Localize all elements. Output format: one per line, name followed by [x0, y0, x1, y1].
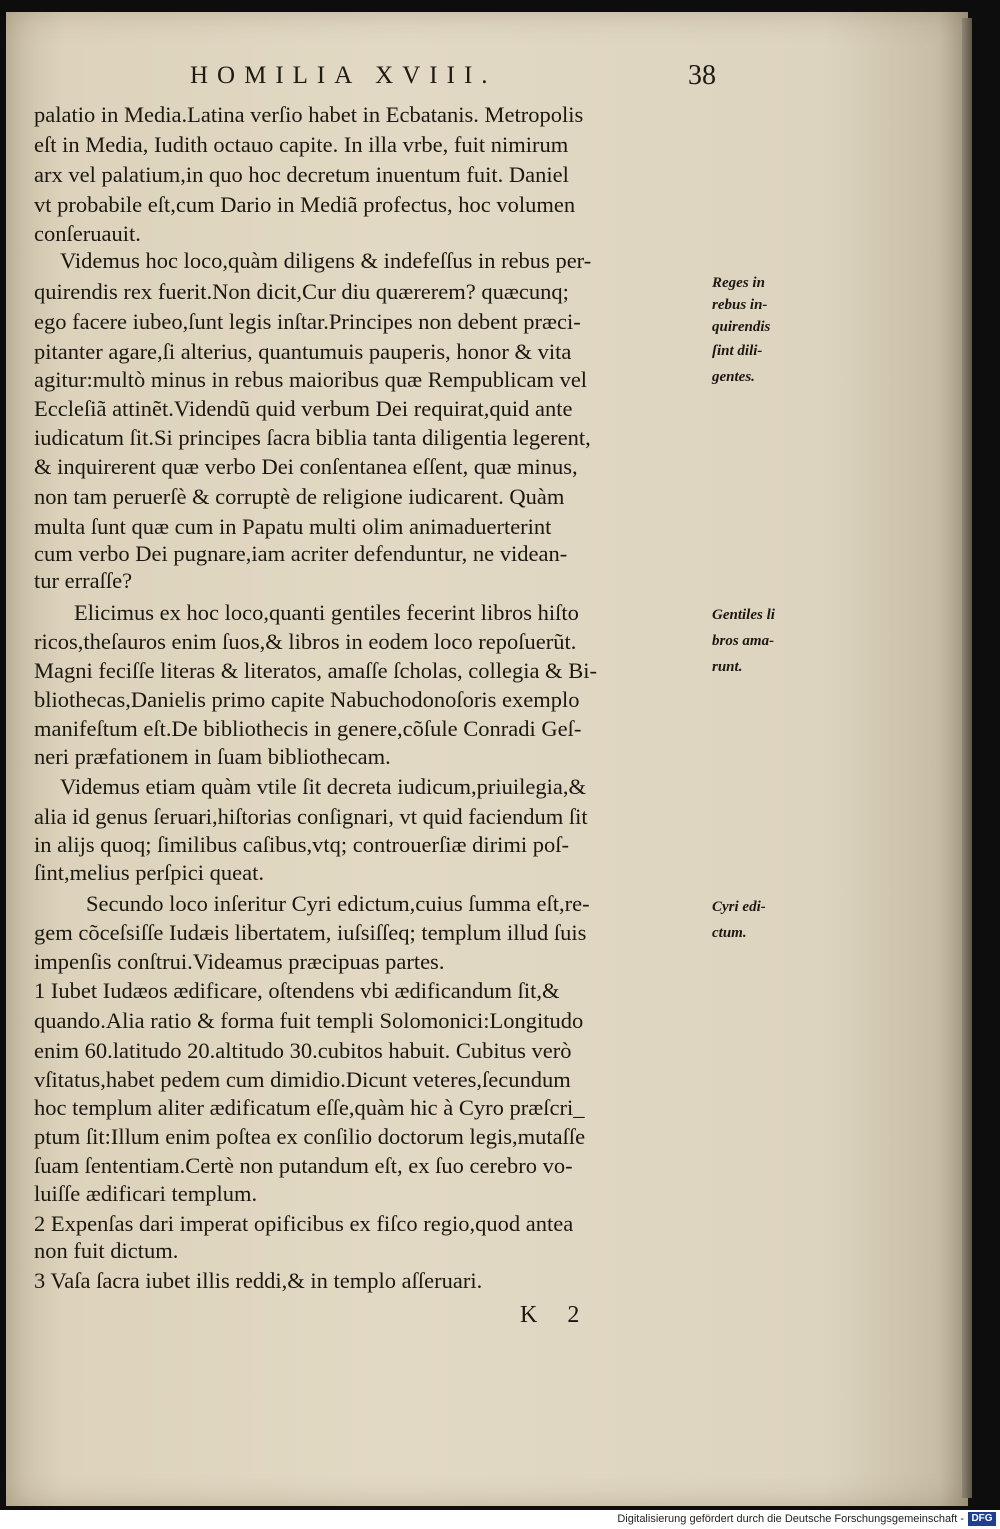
text-line: tur erraſſe?: [34, 568, 133, 593]
marginal-note: gentes.: [712, 369, 755, 385]
catchword: K 2: [520, 1302, 592, 1328]
text-line: ſint,melius perſpici queat.: [34, 860, 264, 885]
text-line: Elicimus ex hoc loco,quanti gentiles fecerint libros hiſto: [74, 600, 579, 625]
folio-number: 38: [688, 60, 716, 91]
marginal-note: quirendis: [712, 319, 771, 335]
text-line: bliothecas,Danielis primo capite Nabuchodonoſoris exemplo: [34, 687, 580, 712]
marginal-note: Gentiles li: [712, 607, 775, 623]
digitization-footer: [0, 1510, 1000, 1529]
running-head: HOMILIA XVIII.: [190, 62, 497, 89]
text-line: 2 Expenſas dari imperat opificibus ex fiſco regio,quod antea: [34, 1211, 574, 1236]
text-line: non fuit dictum.: [34, 1238, 179, 1263]
text-line: enim 60.latitudo 20.altitudo 30.cubitos habuit. Cubitus verò: [34, 1038, 572, 1063]
text-line: iudicatum ſit.Si principes ſacra biblia tanta diligentia legerent,: [34, 425, 591, 450]
text-line: non tam peruerſè & corruptè de religione iudicarent. Quàm: [34, 484, 565, 509]
text-line: ſuam ſententiam.Certè non putandum eſt, ex ſuo cerebro vo-: [34, 1153, 573, 1178]
text-line: gem cõceſsiſſe Iudæis libertatem, iuſsiſſeq; templum illud ſuis: [34, 920, 587, 945]
marginal-note: Reges in: [712, 275, 765, 291]
text-line: vt probabile eſt,cum Dario in Mediã profectus, hoc volumen: [34, 192, 576, 217]
text-line: 1 Iubet Iudæos ædificare, oſtendens vbi ædificandum ſit,&: [34, 978, 560, 1003]
text-line: eſt in Media, Iudith octauo capite. In illa vrbe, fuit nimirum: [34, 132, 569, 157]
marginal-note: ſint dili-: [712, 343, 763, 359]
text-line: luiſſe ædificari templum.: [34, 1181, 258, 1206]
text-line: quando.Alia ratio & forma fuit templi Solomonici:Longitudo: [34, 1008, 584, 1033]
text-line: & inquirerent quæ verbo Dei conſentanea eſſent, quæ minus,: [34, 454, 578, 479]
text-line: arx vel palatium,in quo hoc decretum inuentum fuit. Daniel: [34, 162, 569, 187]
text-line: alia id genus ſeruari,hiſtorias conſignari, vt quid faciendum ſit: [34, 804, 588, 829]
text-line: vſitatus,habet pedem cum dimidio.Dicunt veteres,ſecundum: [34, 1067, 571, 1092]
text-line: palatio in Media.Latina verſio habet in Ecbatanis. Metropolis: [34, 102, 584, 127]
text-line: 3 Vaſa ſacra iubet illis reddi,& in templo aſſeruari.: [34, 1268, 483, 1293]
text-line: Videmus hoc loco,quàm diligens & indefeſſus in rebus per-: [60, 248, 592, 273]
marginal-note: bros ama-: [712, 633, 775, 649]
dfg-logo-icon: DFG: [968, 1512, 996, 1526]
text-line: multa ſunt quæ cum in Papatu multi olim animaduerterint: [34, 514, 552, 539]
text-line: impenſis conſtrui.Videamus præcipuas partes.: [34, 949, 445, 974]
marginal-note: runt.: [712, 659, 743, 675]
text-line: cum verbo Dei pugnare,iam acriter defenduntur, ne videan-: [34, 541, 568, 566]
text-line: pitanter agare,ſi alterius, quantumuis pauperis, honor & vita: [34, 339, 572, 364]
marginal-note: rebus in-: [712, 297, 768, 313]
funding-credit: Digitalisierung gefördert durch die Deutsche Forschungsgemeinschaft -: [617, 1513, 964, 1525]
text-line: Secundo loco inſeritur Cyri edictum,cuius ſumma eſt,re-: [86, 891, 590, 916]
text-line: Videmus etiam quàm vtile ſit decreta iudicum,priuilegia,&: [60, 774, 587, 799]
marginal-note: Cyri edi-: [712, 899, 766, 915]
text-line: ptum ſit:Illum enim poſtea ex conſilio doctorum legis,mutaſſe: [34, 1124, 586, 1149]
text-line: ricos,theſauros enim ſuos,& libros in eodem loco repoſuerũt.: [34, 629, 577, 654]
text-line: manifeſtum eſt.De bibliothecis in genere,cõſule Conradi Geſ-: [34, 716, 582, 741]
text-line: quirendis rex fuerit.Non dicit,Cur diu quærerem? quæcunq;: [34, 279, 569, 304]
text-line: agitur:multò minus in rebus maioribus quæ Rempublicam vel: [34, 367, 588, 392]
text-line: neri præfationem in ſuam bibliothecam.: [34, 744, 391, 769]
page-edge: [962, 18, 972, 1498]
text-line: hoc templum aliter ædificatum eſſe,quàm hic à Cyro præſcri_: [34, 1095, 585, 1120]
marginal-note: ctum.: [712, 925, 747, 941]
text-line: Magni feciſſe literas & literatos, amaſſe ſcholas, collegia & Bi-: [34, 658, 597, 683]
text-line: conſeruauit.: [34, 221, 141, 246]
text-line: ego facere iubeo,ſunt legis inſtar.Principes non debent præci-: [34, 309, 581, 334]
text-line: in alijs quoq; ſimilibus caſibus,vtq; controuerſiæ dirimi poſ-: [34, 832, 569, 857]
text-line: Eccleſiã attinẽt.Videndũ quid verbum Dei requirat,quid ante: [34, 396, 573, 421]
